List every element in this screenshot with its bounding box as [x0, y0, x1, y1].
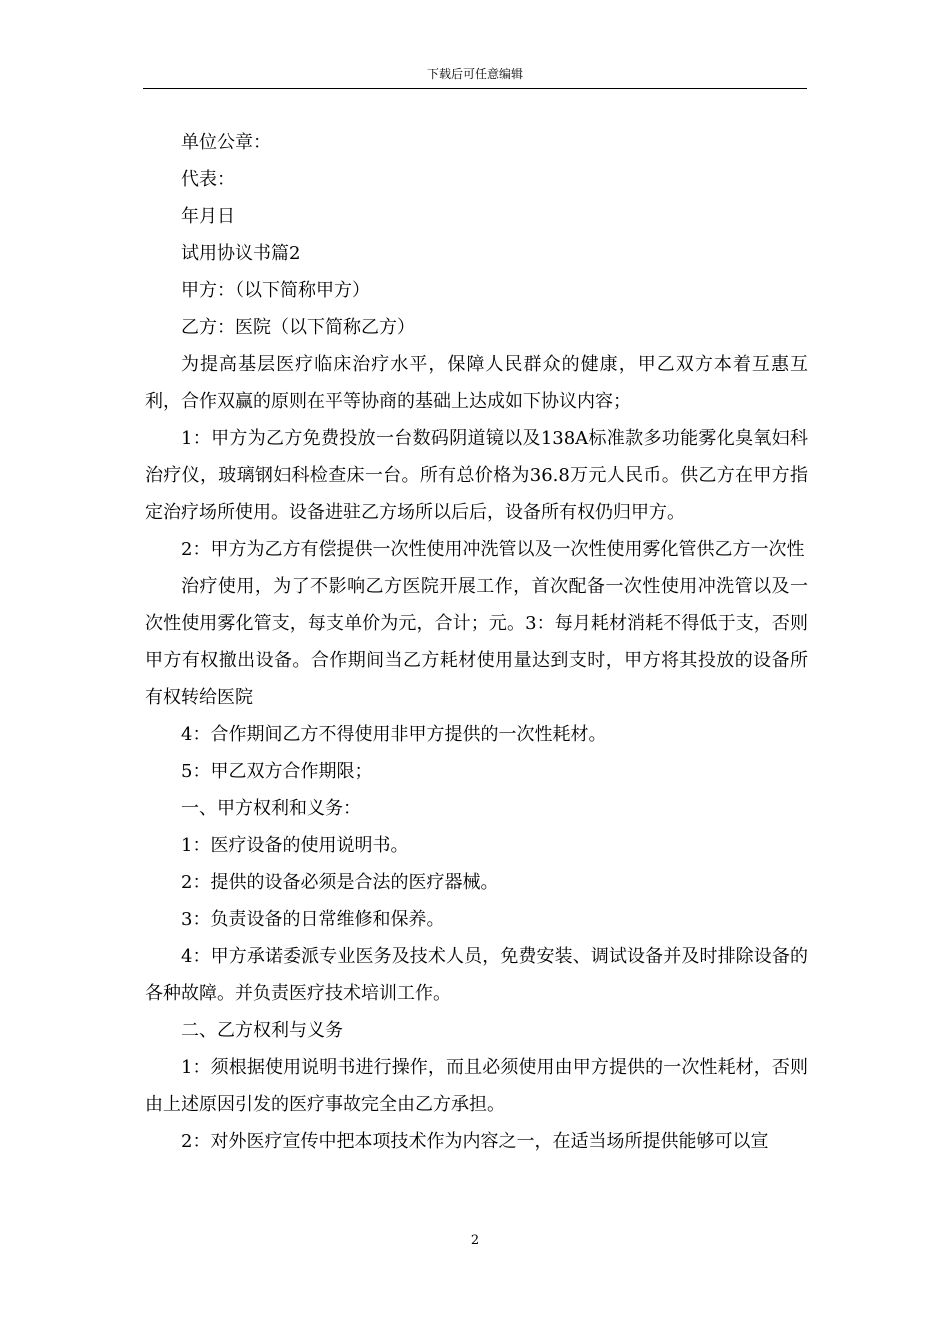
- page-header: 下载后可任意编辑: [426, 67, 523, 81]
- paragraph-a-duty-1: 1：医疗设备的使用说明书。: [181, 835, 409, 856]
- heading-party-b-duties: 二、乙方权利与义务: [181, 1020, 343, 1041]
- paragraph-b-duty-2: 2：对外医疗宣传中把本项技术作为内容之一，在适当场所提供能够可以宣: [181, 1131, 769, 1152]
- paragraph-a-duty-3: 3：负责设备的日常维修和保养。: [181, 909, 445, 930]
- paragraph-item-2-cont: 治疗使用，为了不影响乙方医院开展工作，首次配备一次性使用冲洗管以及一次性使用雾化管支，每支单价为元，合计；元。3：每月耗材消耗不得低于支，否则甲方有权撤出设备。合作期间当乙方耗材使用量达到支时，甲方将其投放的设备所有权转给医院: [145, 576, 808, 708]
- paragraph-a-duty-2: 2：提供的设备必须是合法的医疗器械。: [181, 872, 499, 893]
- paragraph-item-4: 4：合作期间乙方不得使用非甲方提供的一次性耗材。: [181, 724, 607, 745]
- paragraph-representative: 代表：: [181, 169, 235, 190]
- paragraph-item-2: 2：甲方为乙方有偿提供一次性使用冲洗管以及一次性使用雾化管供乙方一次性: [181, 539, 805, 560]
- paragraph-item-1: 1：甲方为乙方免费投放一台数码阴道镜以及138A标准款多功能雾化臭氧妇科治疗仪，玻璃钢妇科检查床一台。所有总价格为36.8万元人民币。供乙方在甲方指定治疗场所使用。设备进驻乙方场所以后后，设备所有权仍归甲方。: [145, 428, 808, 523]
- paragraph-party-b: 乙方：医院（以下简称乙方）: [181, 317, 415, 338]
- section-title: 试用协议书篇2: [181, 243, 301, 264]
- document-body: [145, 124, 808, 1160]
- paragraph-seal: 单位公章：: [181, 132, 271, 153]
- paragraph-party-a: 甲方：（以下简称甲方）: [181, 280, 370, 301]
- paragraph-date: 年月日: [181, 206, 235, 227]
- header-divider: [143, 88, 807, 89]
- page-number: 2: [470, 1233, 480, 1248]
- paragraph-b-duty-1: 1：须根据使用说明书进行操作，而且必须使用由甲方提供的一次性耗材，否则由上述原因引发的医疗事故完全由乙方承担。: [145, 1057, 808, 1115]
- paragraph-a-duty-4: 4：甲方承诺委派专业医务及技术人员，免费安装、调试设备并及时排除设备的各种故障。并负责医疗技术培训工作。: [145, 946, 808, 1004]
- paragraph-intro: 为提高基层医疗临床治疗水平，保障人民群众的健康，甲乙双方本着互惠互利，合作双赢的原则在平等协商的基础上达成如下协议内容；: [145, 354, 808, 412]
- heading-party-a-duties: 一、甲方权利和义务：: [181, 798, 361, 819]
- paragraph-item-5: 5：甲乙双方合作期限；: [181, 761, 373, 782]
